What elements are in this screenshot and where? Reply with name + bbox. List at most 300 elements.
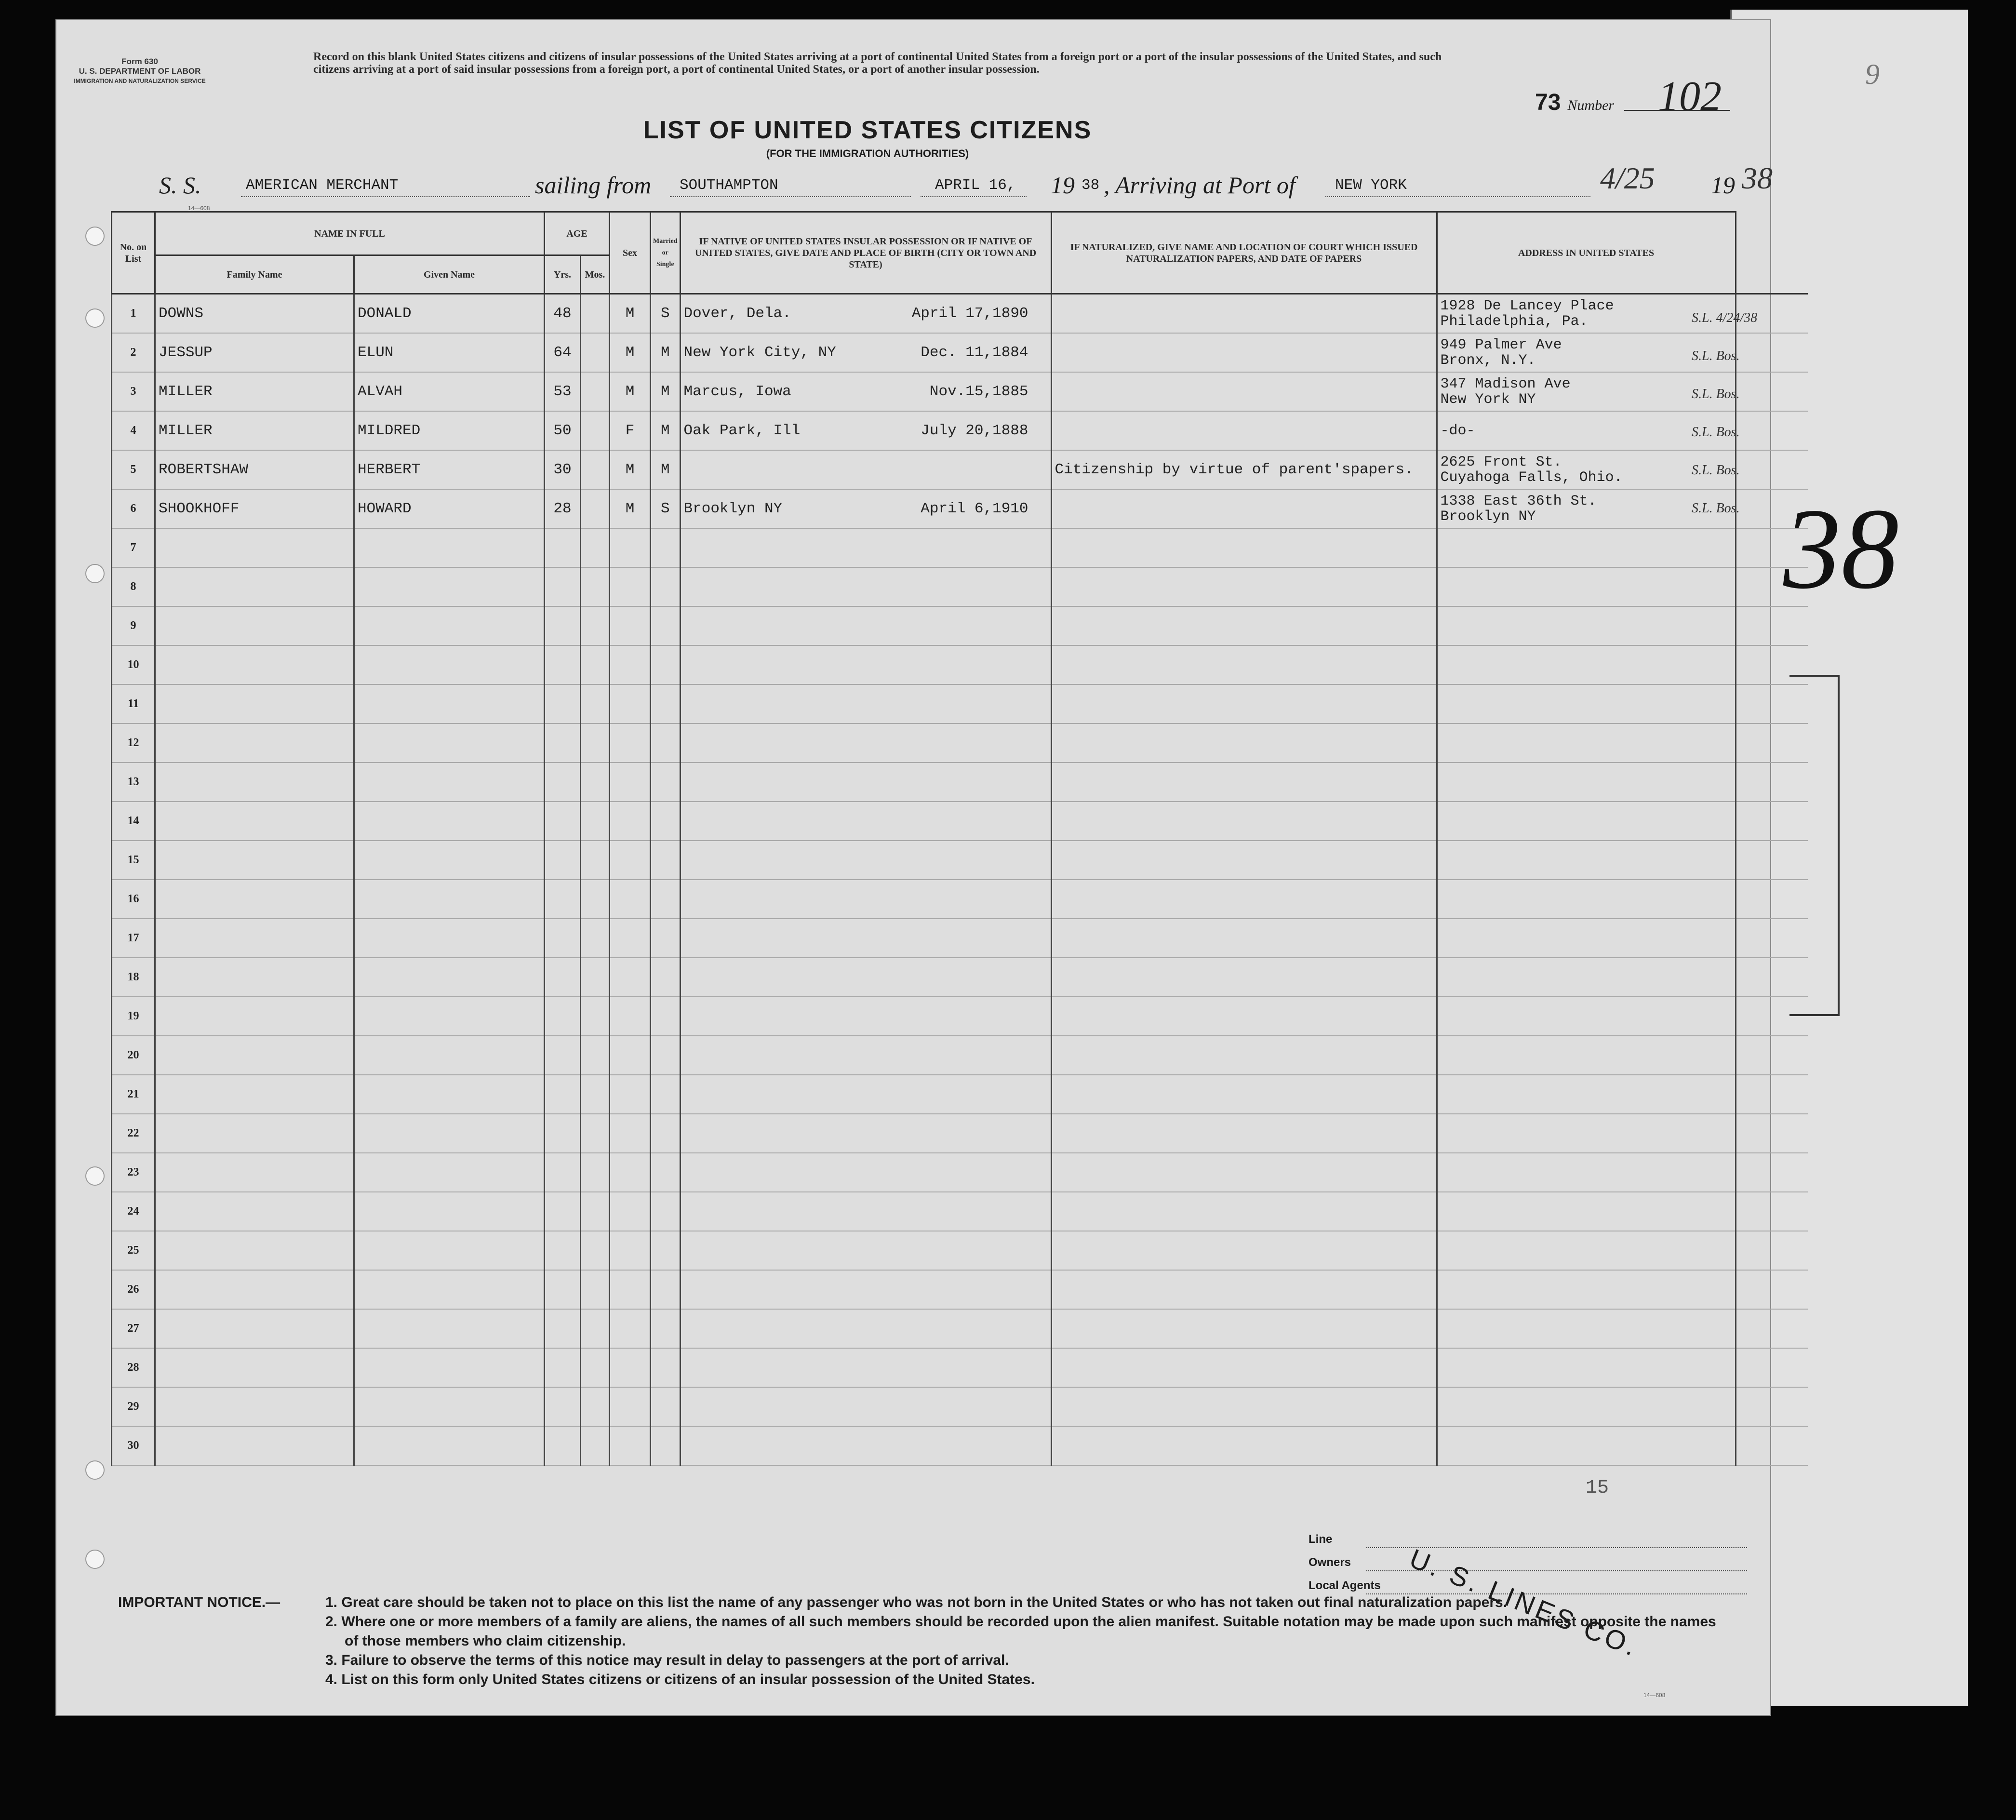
address-line-1: -do- <box>1440 422 1475 439</box>
arrival-year: 38 <box>1742 161 1773 195</box>
marital-status <box>651 684 681 723</box>
marital-status <box>651 919 681 958</box>
col-birth: IF NATIVE OF UNITED STATES INSULAR POSSESSION OR IF NATIVE OF UNITED STATES, GIVE DATE AND PLACE OF BIRTH (CITY OR TOWN AND STATE) <box>680 212 1051 294</box>
family-name <box>155 606 354 645</box>
given-name: MILDRED <box>354 411 545 450</box>
naturalization-info <box>1051 489 1437 528</box>
sex <box>610 1426 651 1465</box>
birth-place: New York City, NY <box>683 344 836 361</box>
address <box>1437 1036 1736 1075</box>
given-name <box>354 645 545 684</box>
marital-status <box>651 528 681 567</box>
marital-status: M <box>651 372 681 411</box>
col-yrs: Yrs. <box>545 255 581 294</box>
given-name <box>354 606 545 645</box>
naturalization-info <box>1051 1192 1437 1231</box>
given-name <box>354 567 545 606</box>
sex <box>610 645 651 684</box>
table-row <box>112 645 1808 684</box>
arrival-port: NEW YORK <box>1335 177 1407 194</box>
sex <box>610 763 651 802</box>
naturalization-info <box>1051 1153 1437 1192</box>
punch-hole <box>85 1550 105 1569</box>
birth-info <box>680 411 1051 450</box>
marital-status: M <box>651 411 681 450</box>
port-underline <box>670 196 911 197</box>
address-line-1: 2625 Front St. <box>1440 454 1562 470</box>
sex <box>610 567 651 606</box>
naturalization-info <box>1051 1036 1437 1075</box>
age-months <box>581 684 610 723</box>
margin-cell <box>1736 1192 1808 1231</box>
birth-info <box>680 1114 1051 1153</box>
sex <box>610 958 651 997</box>
family-name <box>155 528 354 567</box>
sex: F <box>610 411 651 450</box>
given-name <box>354 1348 545 1387</box>
row-number: 5 <box>112 450 155 489</box>
col-margin <box>1736 212 1808 294</box>
address <box>1437 294 1736 334</box>
table-row <box>112 1192 1808 1231</box>
number-underline <box>1624 110 1730 111</box>
age-months <box>581 1231 610 1270</box>
ss-label: S. S. <box>159 172 201 199</box>
family-name <box>155 567 354 606</box>
given-name <box>354 684 545 723</box>
table-row <box>112 372 1808 411</box>
row-number: 25 <box>112 1231 155 1270</box>
address <box>1437 802 1736 841</box>
col-age: AGE <box>545 212 610 255</box>
table-row <box>112 684 1808 723</box>
address <box>1437 880 1736 919</box>
naturalization-info <box>1051 372 1437 411</box>
address <box>1437 1309 1736 1348</box>
family-name <box>155 645 354 684</box>
marital-status <box>651 1075 681 1114</box>
row-number: 3 <box>112 372 155 411</box>
given-name <box>354 997 545 1036</box>
sex <box>610 880 651 919</box>
age-years <box>545 1231 581 1270</box>
family-name <box>155 1036 354 1075</box>
table-row <box>112 528 1808 567</box>
birth-info <box>680 1192 1051 1231</box>
age-months <box>581 958 610 997</box>
age-months <box>581 841 610 880</box>
family-name: ROBERTSHAW <box>155 450 354 489</box>
table-row <box>112 958 1808 997</box>
punch-hole <box>85 227 105 246</box>
marital-status <box>651 645 681 684</box>
age-months <box>581 802 610 841</box>
marital-status: M <box>651 333 681 372</box>
naturalization-info <box>1051 1114 1437 1153</box>
family-name <box>155 1075 354 1114</box>
margin-cell <box>1736 1114 1808 1153</box>
marital-status <box>651 567 681 606</box>
marital-status <box>651 841 681 880</box>
arriving-label: , Arriving at Port of <box>1104 172 1295 199</box>
address <box>1437 684 1736 723</box>
marital-status <box>651 1153 681 1192</box>
voyage-line <box>159 161 1773 205</box>
marital-status <box>651 763 681 802</box>
family-name <box>155 1231 354 1270</box>
marital-status <box>651 1114 681 1153</box>
row-number: 26 <box>112 1270 155 1309</box>
naturalization-info <box>1051 1309 1437 1348</box>
marital-status <box>651 1036 681 1075</box>
age-months <box>581 919 610 958</box>
naturalization-info <box>1051 606 1437 645</box>
marital-status: M <box>651 450 681 489</box>
given-name: ALVAH <box>354 372 545 411</box>
age-months <box>581 645 610 684</box>
birth-info <box>680 841 1051 880</box>
age-years <box>545 1192 581 1231</box>
page-number: 15 <box>1586 1477 1609 1499</box>
margin-annotation: S.L. Bos. <box>1692 501 1740 516</box>
margin-cell <box>1736 841 1808 880</box>
margin-cell <box>1736 1426 1808 1465</box>
instructions-text: Record on this blank United States citizens and citizens of insular possessions of the United States arriving at a port of continental United States from a foreign port or a port of the insular possessions of the United States, and such citizens arriving at a port of said insular possessions from a foreign port, a port of continental United States, or a port of another insular possession. <box>313 51 1442 76</box>
address <box>1437 1426 1736 1465</box>
departure-port: SOUTHAMPTON <box>680 177 778 194</box>
naturalization-info <box>1051 294 1437 334</box>
age-years <box>545 1387 581 1426</box>
row-number: 17 <box>112 919 155 958</box>
birth-info <box>680 294 1051 334</box>
sex <box>610 723 651 763</box>
row-number: 29 <box>112 1387 155 1426</box>
address <box>1437 958 1736 997</box>
marital-status <box>651 1309 681 1348</box>
marital-status <box>651 802 681 841</box>
row-number: 15 <box>112 841 155 880</box>
important-notice <box>118 1593 1728 1689</box>
sex <box>610 1153 651 1192</box>
margin-cell <box>1736 1231 1808 1270</box>
sex <box>610 1114 651 1153</box>
address <box>1437 645 1736 684</box>
address <box>1437 1270 1736 1309</box>
naturalization-info <box>1051 802 1437 841</box>
marital-status <box>651 958 681 997</box>
family-name <box>155 1309 354 1348</box>
table-row <box>112 450 1808 489</box>
age-years <box>545 958 581 997</box>
birth-info <box>680 684 1051 723</box>
given-name <box>354 723 545 763</box>
notice-item: 1. Great care should be taken not to place on this list the name of any passenger who was not born in the United States or who has not taken out final naturalization papers. <box>325 1594 1508 1610</box>
notice-item: 3. Failure to observe the terms of this notice may result in delay to passengers at the port of arrival. <box>325 1652 1009 1668</box>
margin-cell <box>1736 723 1808 763</box>
naturalization-info <box>1051 645 1437 684</box>
given-name <box>354 1153 545 1192</box>
margin-number: 38 <box>1783 484 1899 613</box>
given-name <box>354 1192 545 1231</box>
margin-cell <box>1736 684 1808 723</box>
table-row <box>112 1153 1808 1192</box>
naturalization-info <box>1051 841 1437 880</box>
age-years <box>545 919 581 958</box>
address-line-2: Cuyahoga Falls, Ohio. <box>1440 469 1623 486</box>
age-years <box>545 841 581 880</box>
marital-status <box>651 606 681 645</box>
row-number: 30 <box>112 1426 155 1465</box>
table-row <box>112 1387 1808 1426</box>
age-months <box>581 1309 610 1348</box>
family-name <box>155 763 354 802</box>
table-row <box>112 1426 1808 1465</box>
margin-cell <box>1736 411 1808 450</box>
address <box>1437 919 1736 958</box>
age-years <box>545 606 581 645</box>
margin-cell <box>1736 1309 1808 1348</box>
naturalization-info <box>1051 1075 1437 1114</box>
sex <box>610 606 651 645</box>
marital-status <box>651 997 681 1036</box>
birth-info <box>680 1387 1051 1426</box>
age-months <box>581 1114 610 1153</box>
sex: M <box>610 333 651 372</box>
marital-status: S <box>651 294 681 334</box>
age-years <box>545 1348 581 1387</box>
birth-date: April 6,1910 <box>921 500 1028 517</box>
birth-info <box>680 372 1051 411</box>
row-number: 9 <box>112 606 155 645</box>
family-name: SHOOKHOFF <box>155 489 354 528</box>
family-name <box>155 1114 354 1153</box>
given-name <box>354 841 545 880</box>
family-name: MILLER <box>155 372 354 411</box>
naturalization-info <box>1051 763 1437 802</box>
address <box>1437 997 1736 1036</box>
punch-hole <box>85 308 105 328</box>
col-address: ADDRESS IN UNITED STATES <box>1437 212 1736 294</box>
address-line-2: Brooklyn NY <box>1440 508 1536 525</box>
col-family-name: Family Name <box>155 255 354 294</box>
table-row <box>112 1309 1808 1348</box>
margin-cell <box>1736 333 1808 372</box>
margin-annotation: S.L. Bos. <box>1692 425 1740 440</box>
given-name: DONALD <box>354 294 545 334</box>
age-months <box>581 411 610 450</box>
margin-cell <box>1736 763 1808 802</box>
address <box>1437 1192 1736 1231</box>
margin-annotation: S.L. Bos. <box>1692 463 1740 478</box>
marital-status <box>651 1426 681 1465</box>
table-row <box>112 1348 1808 1387</box>
age-years <box>545 802 581 841</box>
row-number: 23 <box>112 1153 155 1192</box>
table-row <box>112 411 1808 450</box>
sex: M <box>610 294 651 334</box>
row-number: 22 <box>112 1114 155 1153</box>
age-years <box>545 1153 581 1192</box>
age-years <box>545 1309 581 1348</box>
marital-status: S <box>651 489 681 528</box>
naturalization-info <box>1051 1270 1437 1309</box>
row-number: 13 <box>112 763 155 802</box>
age-years: 50 <box>545 411 581 450</box>
col-mos: Mos. <box>581 255 610 294</box>
sex <box>610 1231 651 1270</box>
table-row <box>112 489 1808 528</box>
age-months <box>581 489 610 528</box>
age-months <box>581 997 610 1036</box>
age-years <box>545 723 581 763</box>
age-years <box>545 567 581 606</box>
given-name <box>354 880 545 919</box>
address <box>1437 372 1736 411</box>
birth-place: Brooklyn NY <box>683 500 783 517</box>
table-row <box>112 1114 1808 1153</box>
birth-info <box>680 763 1051 802</box>
address-line-2: Philadelphia, Pa. <box>1440 313 1588 330</box>
address <box>1437 1231 1736 1270</box>
birth-date: July 20,1888 <box>921 422 1028 439</box>
address <box>1437 1348 1736 1387</box>
sex <box>610 684 651 723</box>
table-row <box>112 606 1808 645</box>
row-number: 11 <box>112 684 155 723</box>
address-line-1: 1928 De Lancey Place <box>1440 297 1614 314</box>
table-row <box>112 1075 1808 1114</box>
sex <box>610 1348 651 1387</box>
family-name: MILLER <box>155 411 354 450</box>
row-number: 19 <box>112 997 155 1036</box>
row-number: 10 <box>112 645 155 684</box>
notice-item: 2. Where one or more members of a family are aliens, the names of all such members should be recorded upon the alien manifest. Suitable notation may be made upon such manifest opposite the names of those members who claim citizenship. <box>325 1614 1716 1649</box>
address-line-2: Bronx, N.Y. <box>1440 352 1536 369</box>
address <box>1437 528 1736 567</box>
birth-info <box>680 723 1051 763</box>
naturalization-info <box>1051 997 1437 1036</box>
table-row <box>112 333 1808 372</box>
margin-cell <box>1736 372 1808 411</box>
sex: M <box>610 450 651 489</box>
punch-hole <box>85 1460 105 1480</box>
family-name <box>155 880 354 919</box>
passenger-rows <box>112 294 1808 1466</box>
sex <box>610 1075 651 1114</box>
arrival-year-prefix: 19 <box>1711 172 1735 199</box>
sailing-label: sailing from <box>535 172 652 199</box>
margin-cell <box>1736 1036 1808 1075</box>
birth-date: Nov.15,1885 <box>929 383 1028 400</box>
margin-cell <box>1736 1075 1808 1114</box>
col-name-in-full: NAME IN FULL <box>155 212 545 255</box>
sex <box>610 802 651 841</box>
birth-info <box>680 1426 1051 1465</box>
ship-name: AMERICAN MERCHANT <box>246 177 399 194</box>
birth-info <box>680 997 1051 1036</box>
table-row <box>112 567 1808 606</box>
age-years <box>545 645 581 684</box>
age-months <box>581 1153 610 1192</box>
table-row <box>112 1231 1808 1270</box>
marital-status <box>651 1231 681 1270</box>
given-name <box>354 802 545 841</box>
owners-label: Owners <box>1308 1556 1351 1569</box>
birth-place: Oak Park, Ill <box>683 422 801 439</box>
birth-date: April 17,1890 <box>911 305 1028 322</box>
family-name <box>155 1192 354 1231</box>
address-line-1: 949 Palmer Ave <box>1440 336 1562 353</box>
age-months <box>581 567 610 606</box>
given-name <box>354 1426 545 1465</box>
margin-cell <box>1736 1153 1808 1192</box>
col-sex: Sex <box>610 212 651 294</box>
notice-lead: IMPORTANT NOTICE.— <box>118 1594 280 1610</box>
naturalization-info <box>1051 919 1437 958</box>
address-line-1: 347 Madison Ave <box>1440 375 1571 392</box>
marital-status <box>651 1192 681 1231</box>
given-name <box>354 1075 545 1114</box>
marital-status <box>651 1387 681 1426</box>
address-line-2: New York NY <box>1440 391 1536 408</box>
age-years: 28 <box>545 489 581 528</box>
sex <box>610 997 651 1036</box>
age-months <box>581 1270 610 1309</box>
birth-place: Dover, Dela. <box>683 305 791 322</box>
marital-status <box>651 880 681 919</box>
age-years <box>545 997 581 1036</box>
birth-date: Dec. 11,1884 <box>921 344 1028 361</box>
age-years <box>545 880 581 919</box>
table-row <box>112 841 1808 880</box>
naturalization-info: Citizenship by virtue of parent'spapers. <box>1051 450 1437 489</box>
sex <box>610 1036 651 1075</box>
address <box>1437 606 1736 645</box>
row-number: 12 <box>112 723 155 763</box>
address <box>1437 411 1736 450</box>
row-number: 24 <box>112 1192 155 1231</box>
local-agents-label: Local Agents <box>1308 1579 1381 1592</box>
table-row <box>112 723 1808 763</box>
age-months <box>581 1348 610 1387</box>
age-months <box>581 1426 610 1465</box>
col-married: Married or Single <box>651 212 681 294</box>
row-number: 2 <box>112 333 155 372</box>
row-number: 6 <box>112 489 155 528</box>
margin-cell <box>1736 880 1808 919</box>
row-number: 16 <box>112 880 155 919</box>
birth-info <box>680 489 1051 528</box>
date-underline <box>921 196 1027 197</box>
col-naturalized: IF NATURALIZED, GIVE NAME AND LOCATION OF COURT WHICH ISSUED NATURALIZATION PAPERS, AND DATE OF PAPERS <box>1051 212 1437 294</box>
given-name <box>354 919 545 958</box>
sex <box>610 528 651 567</box>
birth-place: Marcus, Iowa <box>683 383 791 400</box>
address <box>1437 1153 1736 1192</box>
row-number: 20 <box>112 1036 155 1075</box>
sex <box>610 1270 651 1309</box>
given-name <box>354 1309 545 1348</box>
birth-info <box>680 1036 1051 1075</box>
age-months <box>581 333 610 372</box>
margin-cell <box>1736 1270 1808 1309</box>
birth-info <box>680 450 1051 489</box>
col-given-name: Given Name <box>354 255 545 294</box>
age-months <box>581 294 610 334</box>
age-years: 64 <box>545 333 581 372</box>
year-prefix: 19 <box>1051 172 1075 199</box>
marital-status <box>651 1348 681 1387</box>
